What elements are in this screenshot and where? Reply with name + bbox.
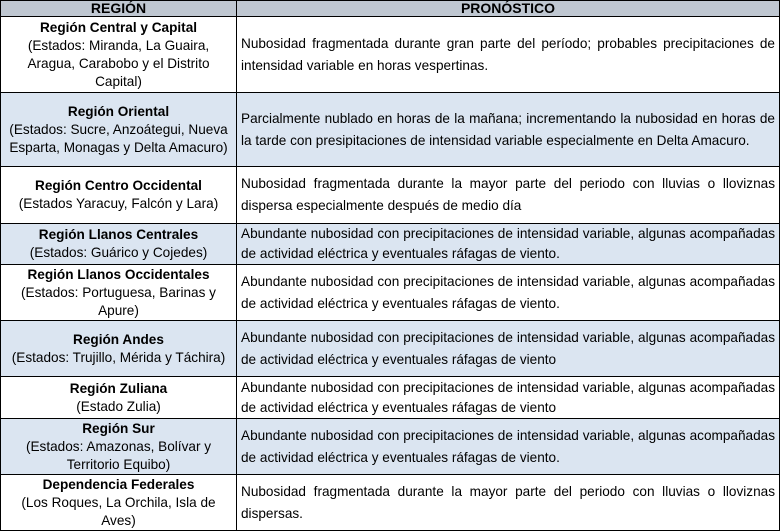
region-states: (Estados Yaracuy, Falcón y Lara) [18, 196, 219, 211]
region-states: (Los Roques, La Orchila, Isla de Aves) [21, 494, 216, 528]
region-name: Región Centro Occidental [35, 178, 202, 193]
region-states: (Estado Zulia) [76, 398, 161, 414]
region-states: (Estados: Portuguesa, Barinas y Apure) [21, 284, 216, 318]
region-states: (Estados: Guárico y Cojedes) [29, 245, 208, 260]
table-row [1, 17, 780, 93]
region-name: Región Andes [73, 331, 164, 347]
region-states: (Estados: Trujillo, Mérida y Táchira) [11, 349, 226, 365]
region-name: Región Zuliana [69, 380, 168, 396]
table-row [1, 265, 780, 321]
forecast-cell: Nubosidad fragmentada durante gran parte del período; probables precipitaciones de intensidad variable en horas vespertinas. [237, 17, 780, 93]
region-name: Región Central y Capital [39, 19, 198, 35]
table-header-row [1, 1, 780, 17]
table-row [1, 93, 780, 167]
region-column-header: REGIÓN [1, 1, 237, 17]
region-cell [1, 265, 237, 321]
region-name: Región Llanos Centrales [38, 227, 199, 242]
table-row [1, 321, 780, 377]
forecast-cell: Parcialmente nublado en horas de la mañana; incrementando la nubosidad en horas de la tarde con presipitaciones de intensidad variable especialmente en Delta Amacuro. [237, 93, 780, 167]
forecast-cell: Abundante nubosidad con precipitaciones de intensidad variable, algunas acompañadas de actividad eléctrica y eventuales ráfagas de viento. [237, 419, 780, 475]
table-row [1, 224, 780, 265]
forecast-cell: Nubosidad fragmentada durante la mayor parte del periodo con lluvias o lloviznas dispersas. [237, 475, 780, 531]
table-row [1, 167, 780, 224]
forecast-cell: Abundante nubosidad con precipitaciones de intensidad variable, algunas acompañadas de actividad eléctrica y eventuales ráfagas de viento. [237, 265, 780, 321]
region-name: Dependencia Federales [42, 476, 195, 492]
forecast-cell: Abundante nubosidad con precipitaciones de intensidad variable, algunas acompañadas de actividad eléctrica y eventuales ráfagas de viento. [237, 224, 780, 265]
region-cell [1, 475, 237, 531]
region-cell [1, 167, 237, 224]
forecast-cell: Nubosidad fragmentada durante la mayor parte del periodo con lluvias o lloviznas dispersa especialmente después de medio día [237, 167, 780, 224]
forecast-cell: Abundante nubosidad con precipitaciones de intensidad variable, algunas acompañadas de actividad eléctrica y eventuales ráfagas de viento [237, 321, 780, 377]
region-cell [1, 17, 237, 93]
table-row [1, 377, 780, 419]
region-cell [1, 224, 237, 265]
table-row [1, 475, 780, 531]
region-name: Región Oriental [67, 103, 170, 119]
region-states: (Estados: Amazonas, Bolívar y Territorio Equibo) [25, 438, 212, 472]
region-name: Región Llanos Occidentales [27, 266, 210, 282]
region-cell [1, 419, 237, 475]
region-cell [1, 377, 237, 419]
region-name: Región Sur [82, 420, 155, 436]
forecast-cell: Abundante nubosidad con precipitaciones de intensidad variable, algunas acompañadas de actividad eléctrica y eventuales ráfagas de viento [237, 377, 780, 419]
table-row [1, 419, 780, 475]
forecast-column-header: PRONÓSTICO [237, 1, 780, 17]
region-states: (Estados: Miranda, La Guaira, Aragua, Carabobo y el Distrito Capital) [27, 37, 210, 89]
region-cell [1, 93, 237, 167]
region-cell [1, 321, 237, 377]
region-states: (Estados: Sucre, Anzoátegui, Nueva Esparta, Monagas y Delta Amacuro) [9, 121, 228, 155]
